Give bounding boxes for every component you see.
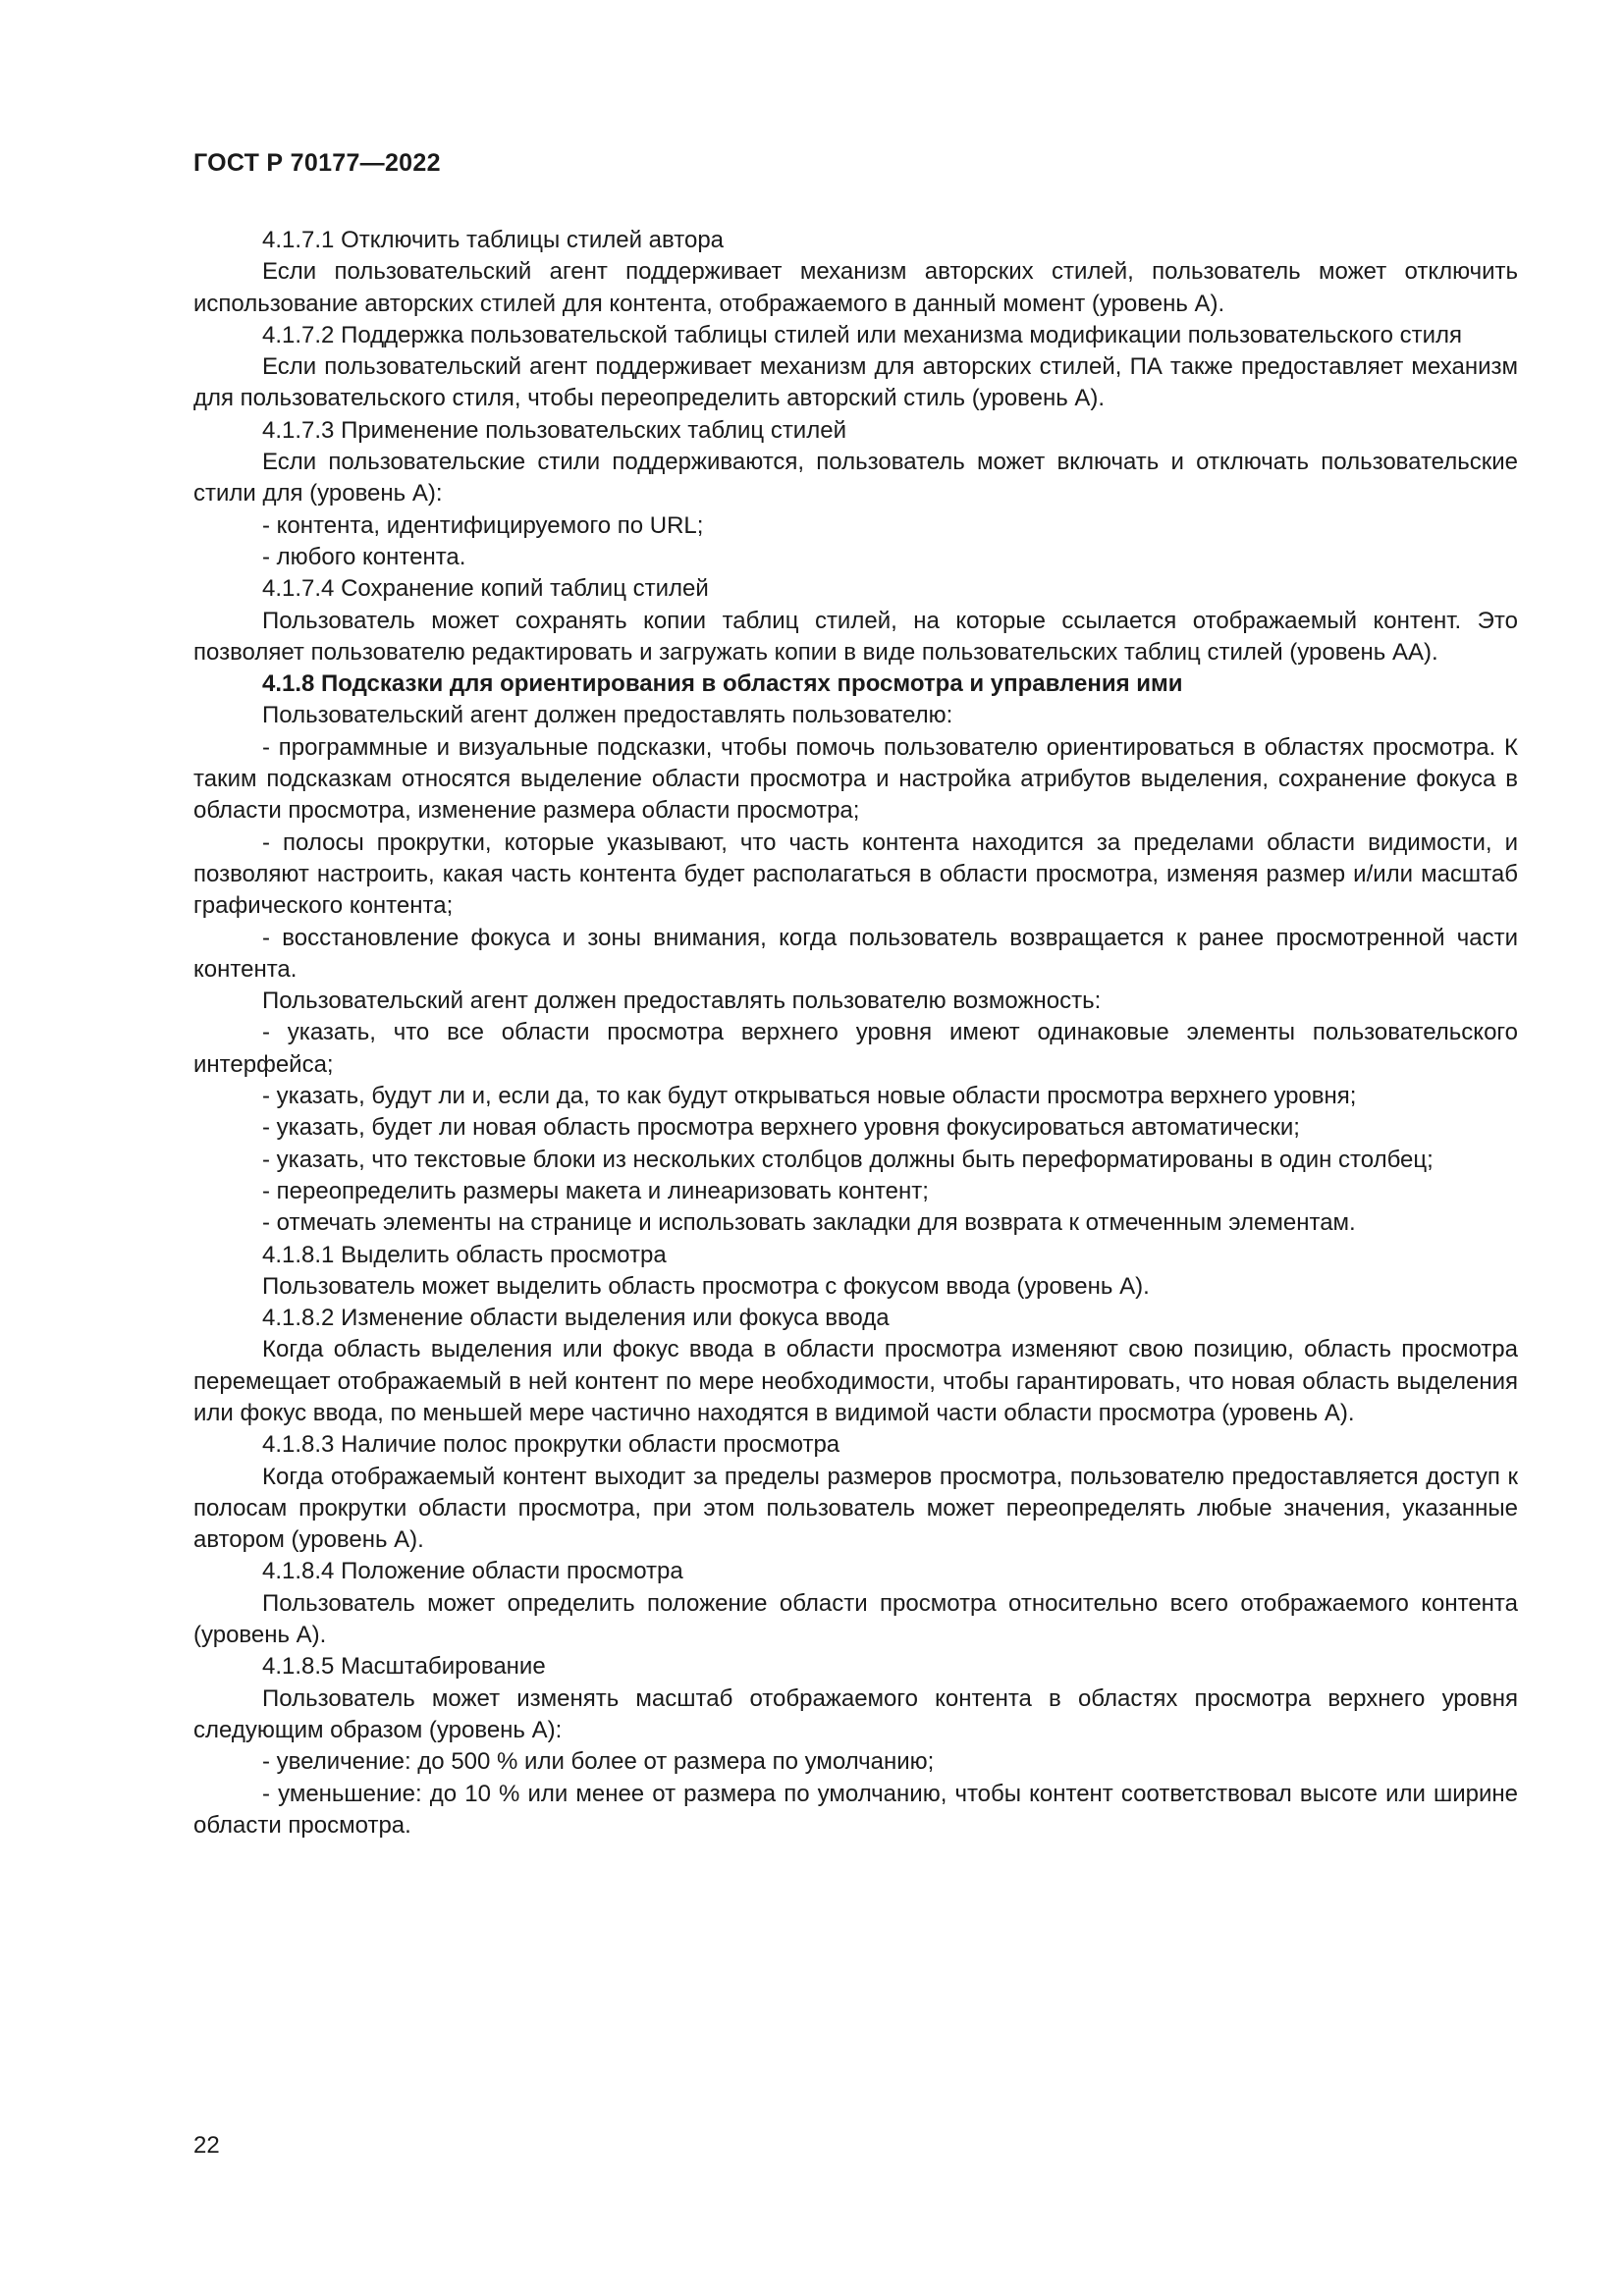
- paragraph: Если пользовательские стили поддерживаются, пользователь может включать и отключать пользовательские стили для (уровень А):: [193, 449, 1518, 507]
- paragraph: Если пользовательский агент поддерживает механизм для авторских стилей, ПА также предоставляет механизм для пользовательского стиля, чтобы переопределить авторский стиль (уровень А).: [193, 353, 1518, 412]
- paragraph: 4.1.8.4 Положение области просмотра: [262, 1558, 683, 1585]
- paragraph: 4.1.7.4 Сохранение копий таблиц стилей: [262, 575, 709, 603]
- paragraph: - указать, будут ли и, если да, то как будут открываться новые области просмотра верхнего уровня;: [262, 1083, 1357, 1110]
- paragraph: Пользовательский агент должен предоставлять пользователю:: [262, 702, 953, 729]
- paragraph: - указать, что все области просмотра верхнего уровня имеют одинаковые элементы пользовательского интерфейса;: [193, 1019, 1518, 1078]
- paragraph: Когда отображаемый контент выходит за пределы размеров просмотра, пользователю предоставляется доступ к полосам прокрутки области просмотра, при этом пользователь может переопределять любые значения, указанные автором (уровень А).: [193, 1463, 1518, 1554]
- paragraph: Если пользовательский агент поддерживает механизм авторских стилей, пользователь может отключить использование авторских стилей для контента, отображаемого в данный момент (уровень А).: [193, 258, 1518, 317]
- paragraph: Когда область выделения или фокус ввода в области просмотра изменяют свою позицию, область просмотра перемещает отображаемый в ней контент по мере необходимости, чтобы гарантировать, что новая область выделения или фокус ввода, по меньшей мере частично находятся в видимой части области просмотра (уровень А).: [193, 1336, 1518, 1426]
- paragraph: Пользователь может сохранять копии таблиц стилей, на которые ссылается отображаемый контент. Это позволяет пользователю редактировать и загружать копии в виде пользовательских таблиц стилей (уровень АА).: [193, 607, 1518, 666]
- paragraph: 4.1.7.3 Применение пользовательских таблиц стилей: [262, 416, 846, 444]
- paragraph: - контента, идентифицируемого по URL;: [262, 511, 704, 539]
- paragraph: Пользователь может выделить область просмотра с фокусом ввода (уровень А).: [262, 1272, 1150, 1300]
- section-heading: 4.1.8 Подсказки для ориентирования в областях просмотра и управления ими: [262, 670, 1183, 698]
- paragraph: 4.1.7.2 Поддержка пользовательской таблицы стилей или механизма модификации пользовательского стиля: [262, 321, 1463, 348]
- paragraph: Пользователь может определить положение области просмотра относительно всего отображаемого контента (уровень А).: [193, 1589, 1518, 1649]
- page-number: 22: [193, 2132, 220, 2159]
- paragraph: - восстановление фокуса и зоны внимания, когда пользователь возвращается к ранее просмотренной части контента.: [193, 924, 1518, 983]
- paragraph: Пользователь может изменять масштаб отображаемого контента в областях просмотра верхнего уровня следующим образом (уровень А):: [193, 1684, 1518, 1743]
- paragraph: - уменьшение: до 10 % или менее от размера по умолчанию, чтобы контент соответствовал высоте или ширине области просмотра.: [193, 1780, 1518, 1839]
- paragraph: - указать, что текстовые блоки из нескольких столбцов должны быть переформатированы в один столбец;: [262, 1146, 1434, 1173]
- paragraph: - программные и визуальные подсказки, чтобы помочь пользователю ориентироваться в областях просмотра. К таким подсказкам относятся выделение области просмотра и настройка атрибутов выделения, сохранение фокуса в области просмотра, изменение размера области просмотра;: [193, 733, 1518, 825]
- document-code-header: ГОСТ Р 70177—2022: [193, 149, 441, 177]
- paragraph: 4.1.8.5 Масштабирование: [262, 1653, 546, 1681]
- document-body: [193, 225, 1518, 1842]
- paragraph: 4.1.8.1 Выделить область просмотра: [262, 1241, 667, 1268]
- paragraph: 4.1.8.3 Наличие полос прокрутки области просмотра: [262, 1431, 840, 1459]
- paragraph: - полосы прокрутки, которые указывают, что часть контента находится за пределами области видимости, и позволяют настроить, какая часть контента будет располагаться в области просмотра, изменяя размер и/или масштаб графического контента;: [193, 828, 1518, 920]
- paragraph: - увеличение: до 500 % или более от размера по умолчанию;: [262, 1748, 935, 1776]
- paragraph: - переопределить размеры макета и линеаризовать контент;: [262, 1177, 929, 1204]
- paragraph: - указать, будет ли новая область просмотра верхнего уровня фокусироваться автоматически;: [262, 1114, 1300, 1142]
- paragraph: 4.1.7.1 Отключить таблицы стилей автора: [262, 227, 725, 253]
- paragraph: 4.1.8.2 Изменение области выделения или фокуса ввода: [262, 1305, 890, 1332]
- paragraph: - отмечать элементы на странице и использовать закладки для возврата к отмеченным элементам.: [262, 1209, 1356, 1237]
- paragraph: Пользовательский агент должен предоставлять пользователю возможность:: [262, 988, 1102, 1015]
- paragraph: - любого контента.: [262, 543, 466, 570]
